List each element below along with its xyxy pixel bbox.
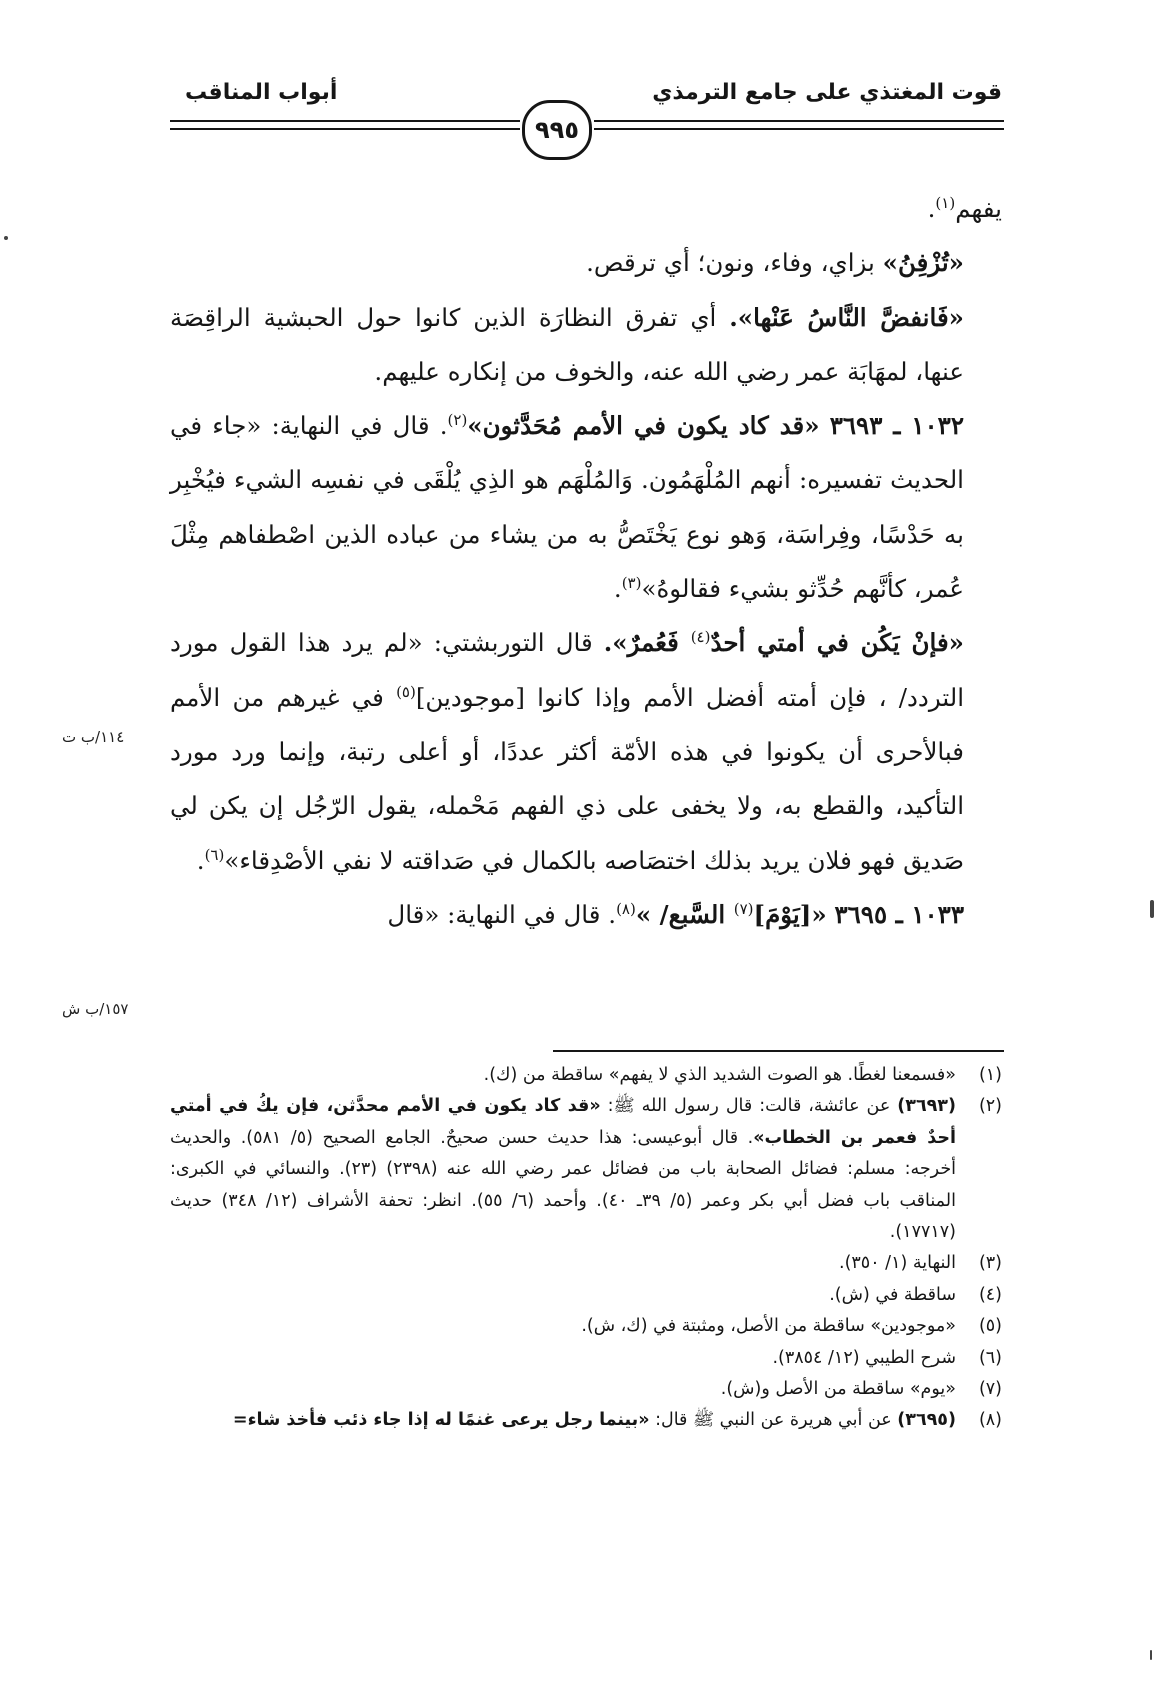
- hadith-quote: «قد كاد يكون في الأمم محدَّثن، فإن يكُ في أمتي أحدٌ فعمر بن الخطاب»: [170, 1096, 956, 1148]
- footnote-ref: (٧): [733, 899, 754, 918]
- footnote-number: (٦): [978, 1347, 1002, 1368]
- scan-speck: [1150, 900, 1154, 918]
- paragraph-hadith-1032: [170, 399, 1002, 616]
- footnote-text: [170, 1343, 956, 1374]
- footnote-number: (٢): [978, 1096, 1002, 1117]
- footnote-ref: (٤): [690, 628, 711, 647]
- footnote-text: [170, 1280, 956, 1311]
- footnote-text: [170, 1248, 956, 1279]
- footnote-item: [170, 1280, 1002, 1311]
- footnote-text: [170, 1311, 956, 1342]
- hadith-ref: (٣٦٩٣): [897, 1096, 956, 1117]
- text-run: في غيرهم من الأمم فبالأحرى أن يكونوا في هذه الأمّة أكثر عددًا، أو أعلى رتبة، وإنما ورد مورد التأكيد، والقطع به، ولا يخفى على ذي الفهم مَحْمله، يقول الرّجُل إن يكن لي صَديق فهو فلان يريد بذلك اختصَاصه بالكمال في صَداقته لا نفي الأصْدِقاء»: [170, 682, 964, 875]
- footnote-ref: (٨): [616, 899, 636, 918]
- footnote-ref: (٢): [447, 411, 468, 430]
- text-run: . قال في النهاية: «جاء في الحديث تفسيره: أنهم المُلْهَمُون. وَالمُلْهَم هو الذِي يُلْقَى في نفسِه الشيء فيُخْبِر به حَدْسًا، وفِراسَة، وَهو نوع يَخْتَصُّ به من يشاء من عباده الذين اصْطفاهم مِثْلَ عُمر، كأنَّهم حُدِّثو بشيء فقالوهُ»: [170, 411, 964, 604]
- text-run: النهاية (١/ ٣٥٠).: [839, 1253, 956, 1274]
- page-number-badge: [522, 100, 592, 160]
- footnote-number: (٣): [978, 1253, 1002, 1274]
- paragraph-hadith-1033: [170, 888, 1002, 942]
- margin-folio-marker: ١١٤/ب ت: [62, 728, 125, 746]
- footnote-ref: (٥): [396, 682, 416, 701]
- footnote-number: (٤): [978, 1284, 1002, 1305]
- text-run: عن أبي هريرة عن النبي ﷺ قال:: [649, 1410, 898, 1431]
- text-run: . قال في النهاية: «قال: [387, 899, 617, 929]
- footnote-text: [170, 1091, 956, 1248]
- main-text: [170, 182, 1002, 942]
- scan-speck: [4, 236, 8, 240]
- footnote-number: (١): [978, 1065, 1002, 1085]
- hadith-number: ١٠٣٢ ـ ٣٦٩٣: [829, 411, 964, 441]
- footnote-separator: [553, 1050, 1004, 1052]
- header-rule-right-top: [594, 120, 1004, 122]
- hadith-ref: (٣٦٩٥): [897, 1410, 956, 1431]
- footnote-item: [170, 1060, 1002, 1091]
- scan-speck: [1150, 1650, 1152, 1660]
- footnote-number: (٥): [978, 1316, 1002, 1337]
- running-header-section-title: أبواب المناقب: [185, 80, 338, 105]
- keyword: «قد كاد يكون في الأمم مُحَدَّثون»: [467, 411, 820, 441]
- text-run: .: [613, 574, 622, 604]
- keyword: «[يَوْمَ]: [753, 899, 827, 929]
- text-run: قال التوربشتي: «لم يرد هذا القول مورد التردد/ ، فإن أمته أفضل الأمم وإذا كانوا [موجودين]: [170, 628, 964, 712]
- footnote-item: [170, 1405, 1002, 1436]
- text-run: . قال أبوعيسى: هذا حديث حسن صحيحٌ. الجامع الصحيح (٥/ ٥٨١). والحديث أخرجه: مسلم: فضائل الصحابة باب من فضائل عمر رضي الله عنه (٢٣٩٨) (٢٣). والنسائي في الكبرى: المناقب باب فضل أبي بكر وعمر (٥/ ٣٩ـ ٤٠). وأحمد (٦/ ٥٥). انظر: تحفة الأشراف (١٢/ ٣٤٨) حديث (١٧٧١٧).: [170, 1127, 957, 1243]
- header-rule-left-bottom: [170, 128, 520, 130]
- hadith-number: ١٠٣٣ ـ ٣٦٩٥: [834, 899, 964, 929]
- paragraph-continuation: [170, 182, 1002, 236]
- paragraph-tuzfin: [170, 236, 1002, 290]
- footnote-ref: (٣): [621, 573, 642, 592]
- keyword: فَعُمرٌ».: [603, 628, 691, 658]
- text-run: أي تفرق النظارَة الذين كانوا حول الحبشية الراقِصَة عنها، لمهَابَة عمر رضي الله عنه، والخوف من إنكاره عليهم.: [170, 302, 964, 386]
- footnote-text: [170, 1374, 956, 1405]
- footnote-ref: (٦): [204, 845, 225, 864]
- footnote-number: (٨): [978, 1410, 1002, 1431]
- running-header-book-title: قوت المغتذي على جامع الترمذي: [652, 80, 1002, 105]
- footnote-number: (٧): [978, 1379, 1002, 1400]
- text-run: يفهم: [955, 194, 1002, 223]
- header-rule-left-top: [170, 120, 520, 122]
- text-run: «موجودين» ساقطة من الأصل، ومثبتة في (ك، ش).: [581, 1316, 956, 1337]
- text-run: شرح الطيبي (١٢/ ٣٨٥٤).: [772, 1347, 956, 1368]
- footnote-item: [170, 1248, 1002, 1279]
- footnote-item: [170, 1374, 1002, 1405]
- footnote-text: [170, 1405, 956, 1436]
- paragraph-fanfadda: [170, 291, 1002, 400]
- footnote-item: [170, 1311, 1002, 1342]
- text-run: «فسمعنا لغطًا. هو الصوت الشديد الذي لا يفهم» ساقطة من (ك).: [483, 1065, 956, 1085]
- footnote-item: [170, 1343, 1002, 1374]
- text-run: ساقطة في (ش).: [829, 1284, 956, 1305]
- footnote-item: [170, 1091, 1002, 1248]
- paragraph-fain-yakun: [170, 616, 1002, 887]
- footnote-text: [170, 1060, 956, 1091]
- text-run: .: [927, 194, 936, 223]
- text-run: .: [196, 845, 205, 875]
- footnote-ref: (١): [935, 193, 956, 212]
- margin-folio-marker: ١٥٧/ب ش: [62, 1000, 129, 1018]
- text-run: «يوم» ساقطة من الأصل و(ش).: [720, 1379, 956, 1400]
- header-rule-right-bottom: [594, 128, 1004, 130]
- page-number: ٩٩٥: [535, 116, 579, 144]
- text-run: عن عائشة، قالت: قال رسول الله ﷺ:: [600, 1096, 898, 1117]
- text-run: بزاي، وفاء، ونون؛ أي ترقص.: [586, 248, 883, 278]
- keyword: السَّبع/ »: [635, 899, 734, 929]
- hadith-quote: «بينما رجل يرعى غنمًا له إذا جاء ذئب فأخذ شاء=: [232, 1410, 650, 1431]
- keyword: «تُزْفِنُ»: [882, 248, 964, 278]
- keyword: «فإنْ يَكُن في أمتي أحدٌ: [710, 628, 964, 658]
- footnotes: [170, 1060, 1002, 1437]
- keyword: «فَانفضَّ النَّاسُ عَنْها».: [729, 302, 964, 332]
